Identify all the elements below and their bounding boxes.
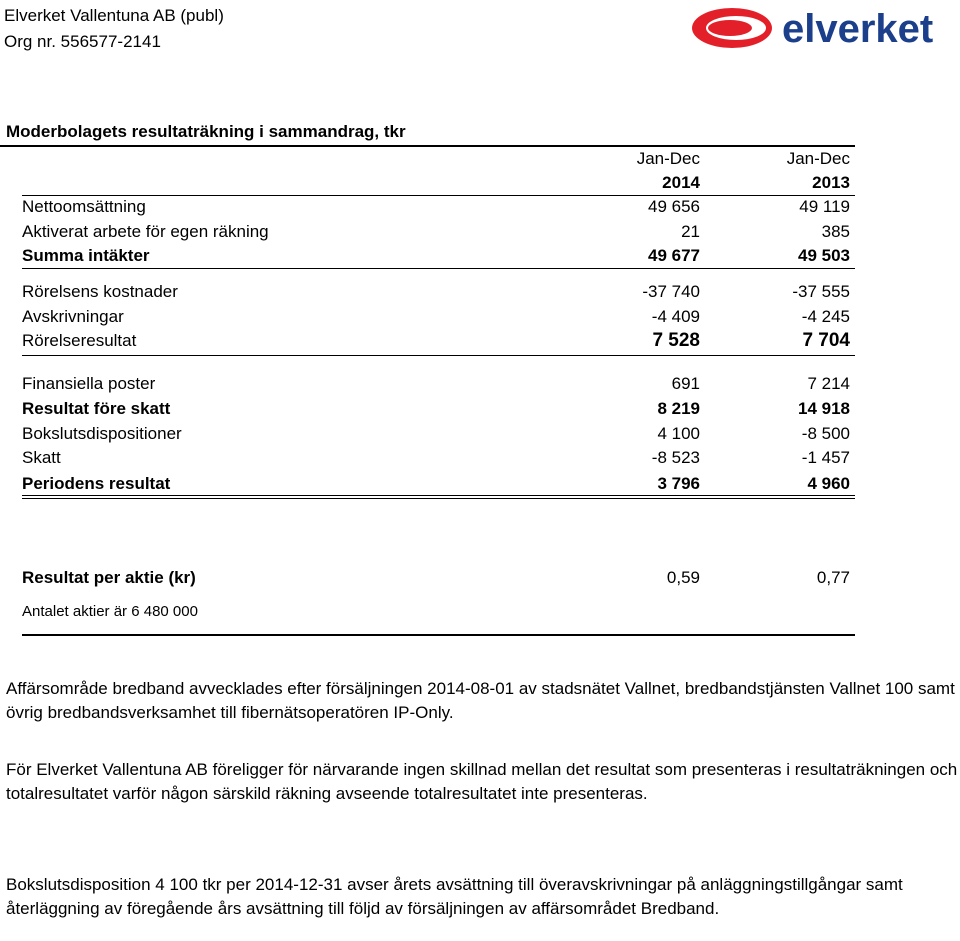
- row-label: Nettoomsättning: [22, 197, 146, 216]
- value-2013: 49 503: [798, 246, 850, 265]
- table-row: [22, 244, 852, 268]
- row-label: Finansiella poster: [22, 374, 156, 393]
- value-2013: -1 457: [801, 448, 850, 467]
- col2-year: 2013: [812, 173, 850, 192]
- col2-period: Jan-Dec: [786, 149, 850, 168]
- report-title: Moderbolagets resultaträkning i sammandrag, tkr: [6, 122, 406, 141]
- row-label: Bokslutsdispositioner: [22, 424, 182, 443]
- row-label: Rörelsens kostnader: [22, 282, 178, 301]
- row-label: Avskrivningar: [22, 307, 124, 326]
- value-2013: 14 918: [798, 399, 850, 418]
- table-row: [22, 397, 852, 421]
- value-2014: 49 656: [648, 197, 700, 216]
- eps-2014: 0,59: [666, 568, 700, 587]
- row-label: Skatt: [22, 448, 61, 467]
- table-row: [22, 280, 852, 304]
- value-2014: 691: [671, 374, 700, 393]
- table-row: [22, 372, 852, 396]
- subtotal-rule: [22, 268, 855, 269]
- total-double-rule: [22, 495, 855, 496]
- value-2014: -8 523: [651, 448, 700, 467]
- value-2013: -4 245: [801, 307, 850, 326]
- table-row: [22, 472, 852, 496]
- note-paragraph-appropriation: Bokslutsdisposition 4 100 tkr per 2014-12-31 avser årets avsättning till överavskrivningar på anläggningstillgångar samt återläggning av föregående års avsättning till följd av försäljningen av affärsområdet Bredband.: [6, 875, 903, 918]
- shares-note: Antalet aktier är 6 480 000: [22, 603, 198, 620]
- row-label: Summa intäkter: [22, 246, 150, 265]
- row-label: Aktiverat arbete för egen räkning: [22, 222, 269, 241]
- row-label: Rörelseresultat: [22, 331, 137, 350]
- table-row: [22, 305, 852, 329]
- logo-wordmark: elverket: [782, 7, 934, 51]
- table-row: [22, 195, 852, 219]
- value-2014: -37 740: [642, 282, 700, 301]
- value-2013: 4 960: [807, 474, 850, 493]
- value-2014: -4 409: [651, 307, 700, 326]
- row-label: Resultat före skatt: [22, 399, 171, 418]
- company-name: Elverket Vallentuna AB (publ): [4, 6, 224, 25]
- value-2013: 385: [821, 222, 850, 241]
- value-2013: 7 704: [802, 330, 850, 351]
- value-2014: 3 796: [657, 474, 700, 493]
- eps-2013: 0,77: [816, 568, 850, 587]
- value-2014: 49 677: [648, 246, 700, 265]
- col1-period: Jan-Dec: [636, 149, 700, 168]
- value-2014: 7 528: [652, 330, 700, 351]
- total-double-rule: [22, 498, 855, 499]
- row-label: Periodens resultat: [22, 474, 171, 493]
- eps-row: [22, 566, 852, 590]
- table-row: [22, 220, 852, 244]
- org-number: Org nr. 556577-2141: [4, 32, 161, 51]
- eps-label: Resultat per aktie (kr): [22, 568, 196, 587]
- value-2014: 4 100: [657, 424, 700, 443]
- value-2014: 21: [681, 222, 700, 241]
- note-paragraph-divestment: Affärsområde bredband avvecklades efter försäljningen 2014-08-01 av stadsnätet Vallnet, bredbandstjänsten Vallnet 100 samt övrig bredbandsverksamhet till fibernätsoperatören IP-Only.: [6, 679, 955, 722]
- value-2013: -37 555: [792, 282, 850, 301]
- value-2013: 49 119: [799, 197, 850, 216]
- table-row: [22, 329, 852, 353]
- value-2013: -8 500: [801, 424, 850, 443]
- value-2014: 8 219: [657, 399, 700, 418]
- elverket-logo: [690, 4, 955, 52]
- subtotal-rule: [22, 355, 855, 356]
- col1-year: 2014: [662, 173, 700, 192]
- note-paragraph-total-result: För Elverket Vallentuna AB föreligger för närvarande ingen skillnad mellan det resultat som presenteras i resultaträkningen och totalresultatet varför någon särskild räkning avseende totalresultatet inte presenteras.: [6, 760, 958, 803]
- table-row: [22, 446, 852, 470]
- eps-rule: [22, 634, 855, 636]
- value-2013: 7 214: [807, 374, 850, 393]
- title-rule: [0, 145, 855, 147]
- table-row: [22, 422, 852, 446]
